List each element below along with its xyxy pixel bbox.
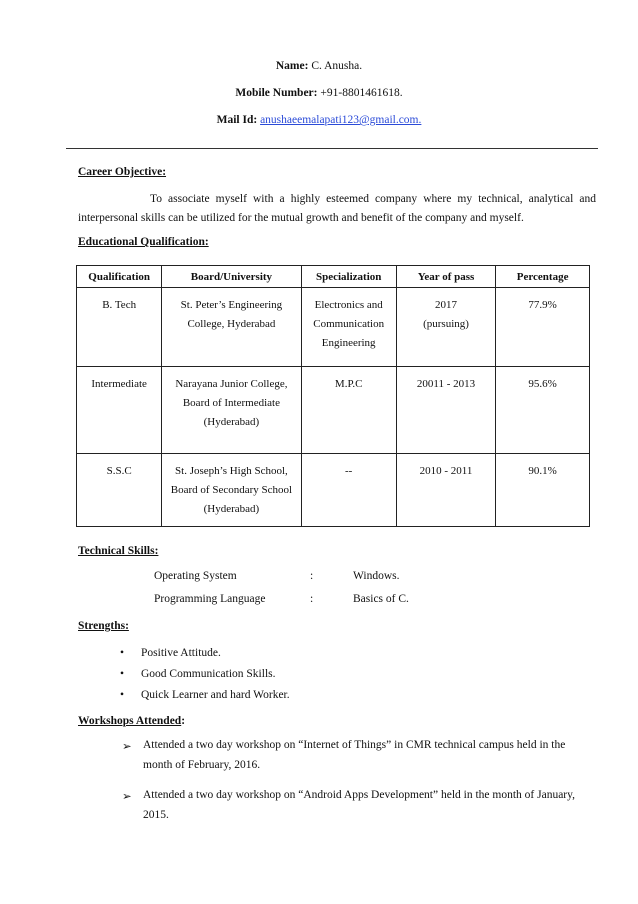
mobile-label: Mobile Number: <box>235 87 318 99</box>
cell-text: Communication <box>313 318 385 330</box>
cell-text: (Hyderabad) <box>203 416 260 428</box>
skill-label: Programming Language <box>154 593 266 605</box>
career-objective-heading: Career Objective: <box>78 166 167 178</box>
workshops-heading-colon: : <box>181 715 186 727</box>
header-divider <box>66 148 598 149</box>
strength-text: Quick Learner and hard Worker. <box>141 689 290 701</box>
name-label: Name: <box>275 60 309 72</box>
bullet-icon: • <box>120 647 125 659</box>
table-row <box>77 288 590 367</box>
education-heading: Educational Qualification: <box>78 236 209 248</box>
table-row <box>77 367 590 454</box>
column-header-board: Board/University <box>162 266 301 288</box>
cell-text: St. Joseph’s High School, <box>175 465 288 477</box>
cell-text: S.S.C <box>106 465 132 477</box>
workshops-heading-text: Workshops Attended <box>78 715 182 727</box>
skill-separator: : <box>310 593 314 605</box>
bullet-icon: • <box>120 689 125 701</box>
cell-percentage <box>496 367 590 454</box>
cell-text: (pursuing) <box>423 318 469 330</box>
skill-value: Windows. <box>353 570 400 582</box>
education-table <box>76 265 590 527</box>
mobile-line <box>0 87 638 99</box>
table-row <box>77 454 590 527</box>
strengths-heading: Strengths: <box>78 620 129 632</box>
cell-text: Narayana Junior College, <box>175 378 288 390</box>
column-header-specialization: Specialization <box>301 266 396 288</box>
skill-separator: : <box>310 570 314 582</box>
cell-text: 90.1% <box>528 465 557 477</box>
cell-text: Engineering <box>321 337 376 349</box>
cell-text: Board of Secondary School <box>170 484 293 496</box>
strength-text: Good Communication Skills. <box>141 668 276 680</box>
cell-text: 2010 - 2011 <box>419 465 473 477</box>
cell-text: St. Peter’s Engineering <box>180 299 283 311</box>
workshop-text-line: Attended a two day workshop on “Android Apps Development” held in the month of January, <box>143 789 576 801</box>
workshops-heading <box>78 715 185 727</box>
cell-text: (Hyderabad) <box>203 503 260 515</box>
cell-text: B. Tech <box>102 299 137 311</box>
strength-text: Positive Attitude. <box>141 647 221 659</box>
skill-label: Operating System <box>154 570 237 582</box>
column-header-qualification: Qualification <box>77 266 162 288</box>
cell-text: 77.9% <box>528 299 557 311</box>
cell-text: College, Hyderabad <box>187 318 276 330</box>
career-objective-line-2: interpersonal skills can be utilized for the mutual growth and benefit of the company and myself. <box>78 212 524 224</box>
career-objective-line-1: To associate myself with a highly esteemed company where my technical, analytical and <box>150 193 597 205</box>
cell-qualification <box>77 454 162 527</box>
cell-specialization <box>301 454 396 527</box>
technical-skills-heading: Technical Skills: <box>78 545 159 557</box>
mobile-value: +91-8801461618. <box>320 87 403 99</box>
cell-year <box>396 288 495 367</box>
cell-specialization <box>301 367 396 454</box>
cell-text: 2017 <box>435 299 458 311</box>
bullet-icon: • <box>120 668 125 680</box>
arrow-bullet-icon: ➢ <box>122 741 132 753</box>
cell-text: 20011 - 2013 <box>416 378 476 390</box>
cell-qualification <box>77 288 162 367</box>
name-value: C. Anusha. <box>311 60 363 72</box>
mail-line <box>0 114 638 126</box>
cell-year <box>396 367 495 454</box>
table-header-row <box>77 266 590 288</box>
name-line <box>0 60 638 72</box>
column-header-year: Year of pass <box>396 266 495 288</box>
cell-percentage <box>496 454 590 527</box>
cell-percentage <box>496 288 590 367</box>
cell-text: Electronics and <box>314 299 383 311</box>
arrow-bullet-icon: ➢ <box>122 791 132 803</box>
workshop-text-line: month of February, 2016. <box>143 759 261 771</box>
cell-text: -- <box>345 465 353 477</box>
cell-board <box>162 288 301 367</box>
skill-value: Basics of C. <box>353 593 409 605</box>
cell-board <box>162 454 301 527</box>
email-link[interactable]: anushaeemalapati123@gmail.com. <box>260 114 422 126</box>
cell-qualification <box>77 367 162 454</box>
mail-label: Mail Id: <box>216 114 258 126</box>
cell-year <box>396 454 495 527</box>
cell-text: M.P.C <box>334 378 363 390</box>
cell-text: 95.6% <box>528 378 557 390</box>
workshop-text-line: Attended a two day workshop on “Internet of Things” in CMR technical campus held in the <box>143 739 566 751</box>
workshop-text-line: 2015. <box>143 809 169 821</box>
cell-specialization <box>301 288 396 367</box>
cell-board <box>162 367 301 454</box>
column-header-percentage: Percentage <box>496 266 590 288</box>
cell-text: Intermediate <box>91 378 147 390</box>
cell-text: Board of Intermediate <box>182 397 280 409</box>
